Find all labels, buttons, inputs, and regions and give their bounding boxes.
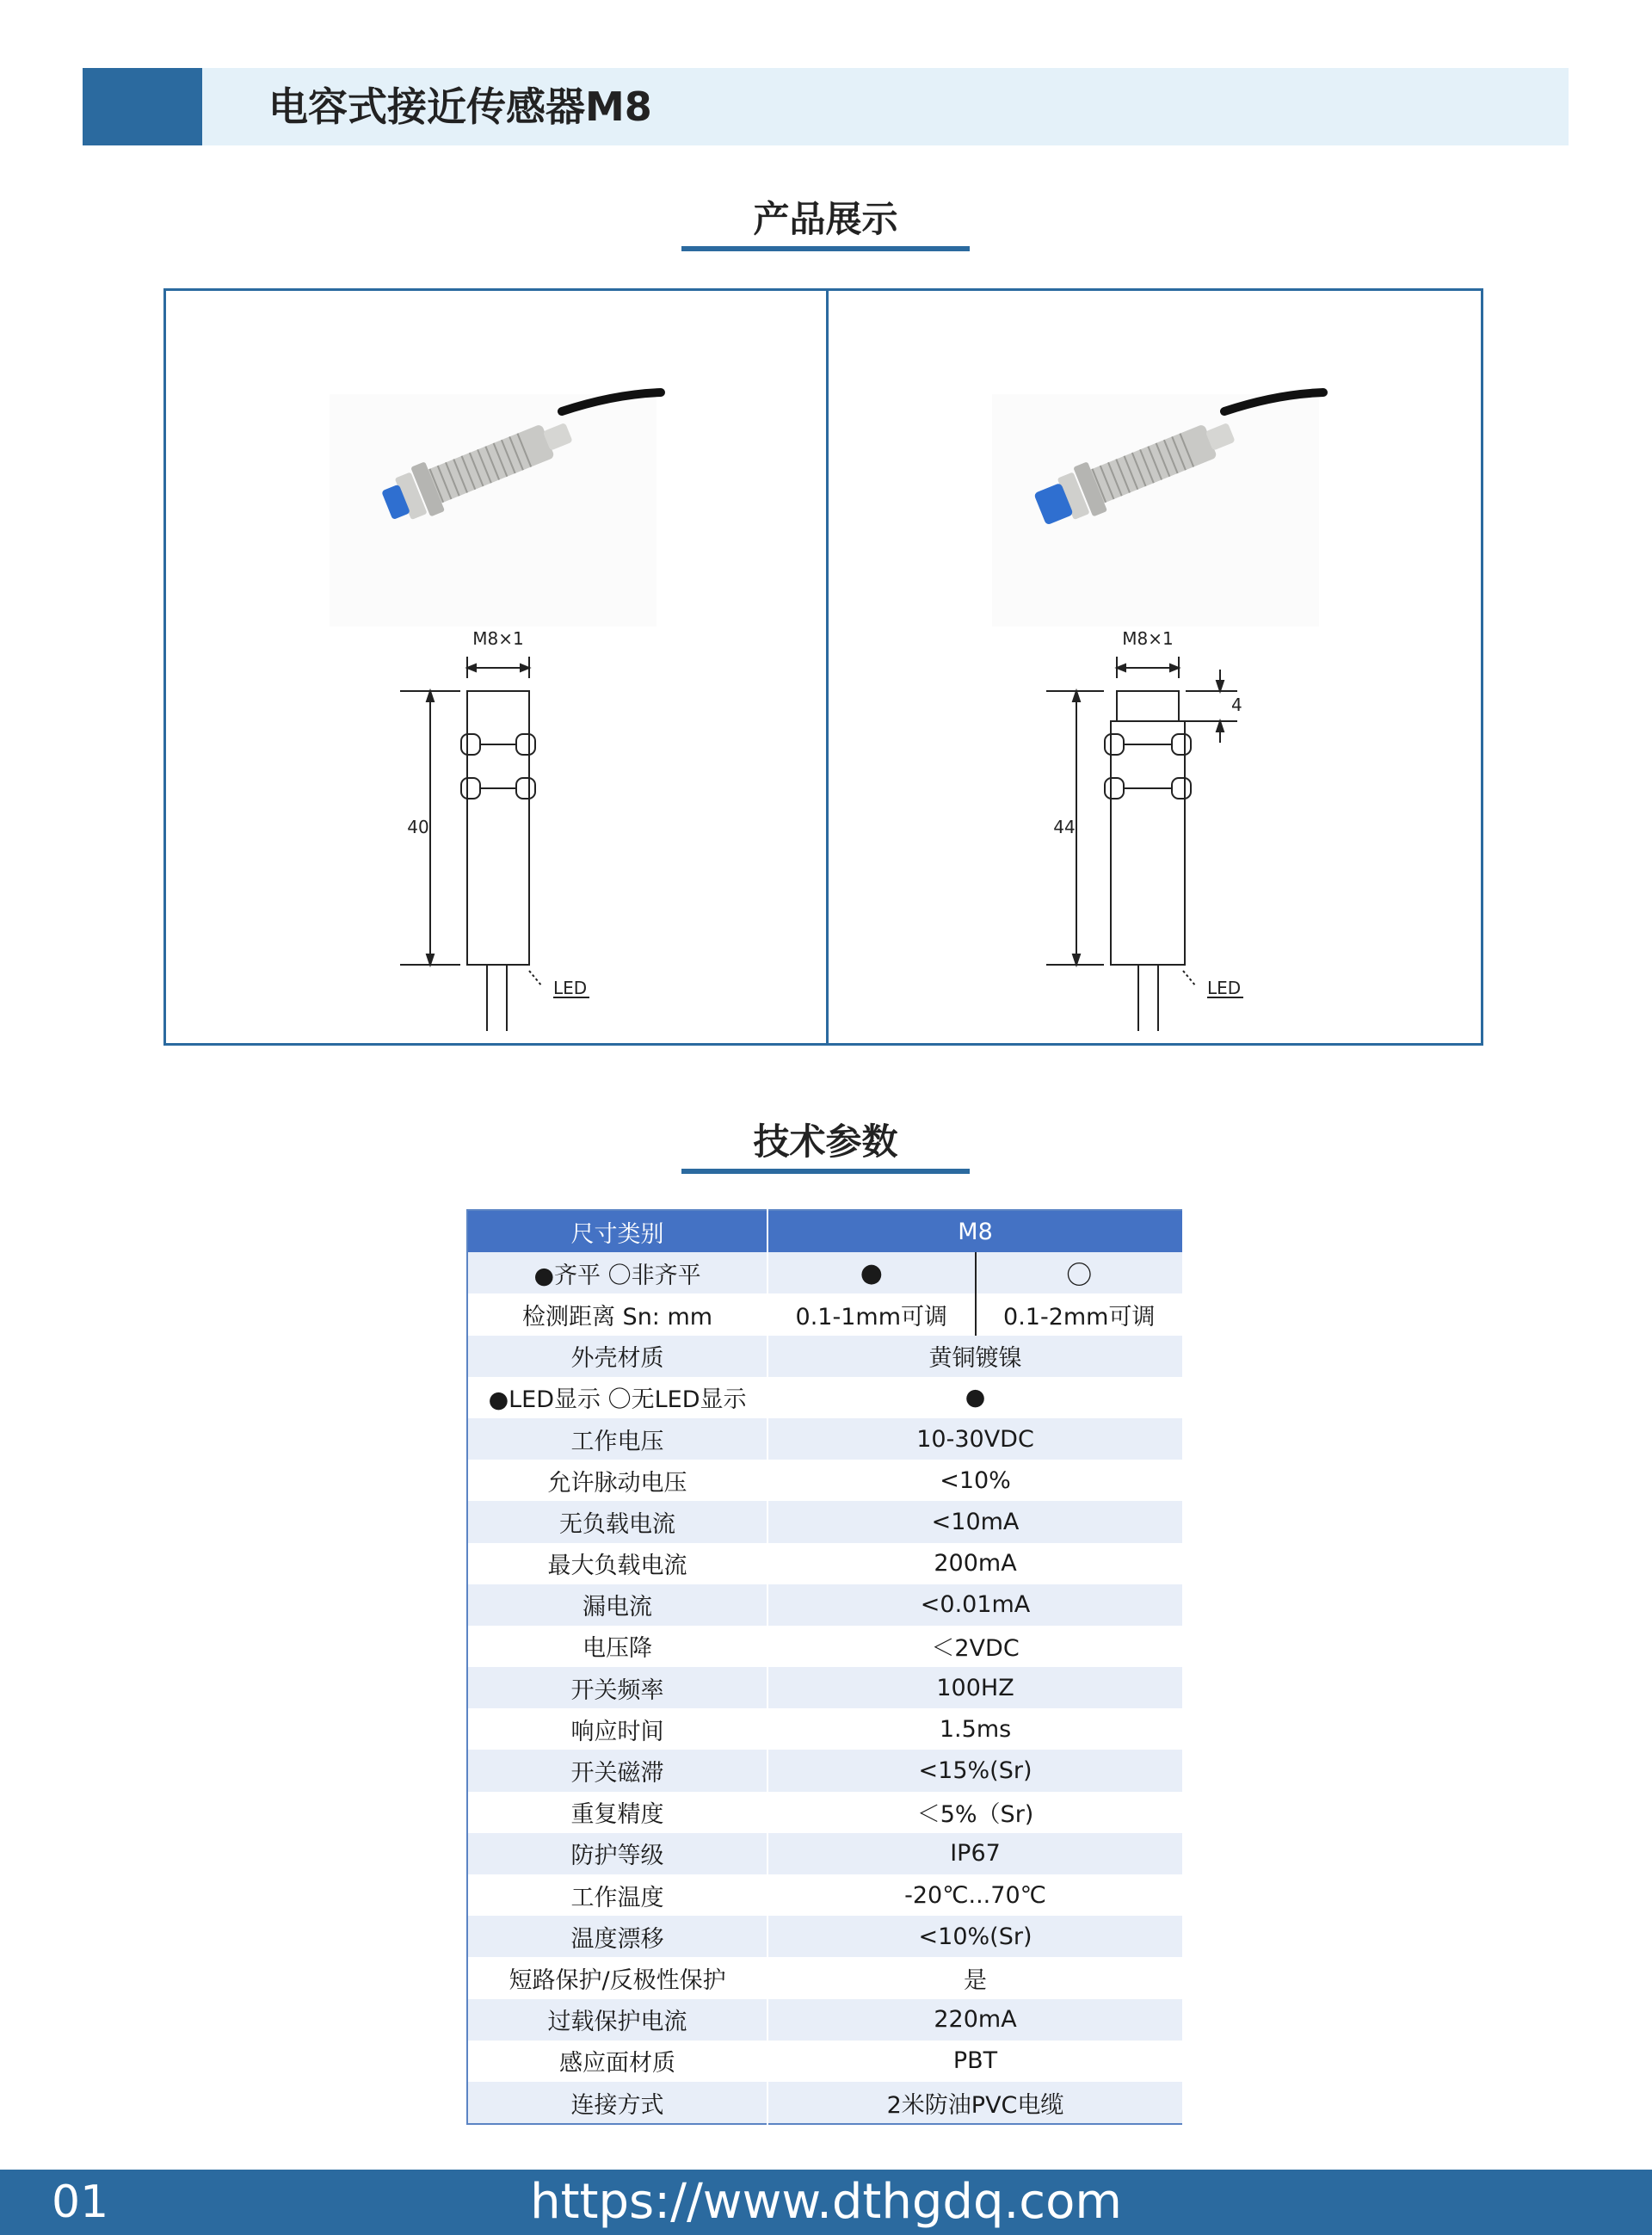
footer-bar xyxy=(0,2170,1652,2235)
spec-label: 重复精度 xyxy=(467,1792,767,1833)
spec-row xyxy=(467,2082,1183,2124)
spec-value: <0.01mA xyxy=(767,1584,1183,1626)
spec-label: 开关频率 xyxy=(467,1667,767,1708)
nonflush-led-label: LED xyxy=(1207,978,1242,998)
spec-value: ＜5%（Sr) xyxy=(767,1792,1183,1833)
spec-row xyxy=(467,1916,1183,1957)
flush-thread-label: M8×1 xyxy=(472,628,524,649)
spec-value: 100HZ xyxy=(767,1667,1183,1708)
spec-row xyxy=(467,2041,1183,2082)
spec-row xyxy=(467,1418,1183,1460)
page-title: 电容式接近传感器M8 xyxy=(268,83,652,130)
spec-row xyxy=(467,1792,1183,1833)
flush-mark xyxy=(767,1252,975,1293)
title-bar xyxy=(83,68,1569,145)
spec-value: -20℃...70℃ xyxy=(767,1874,1183,1916)
spec-label: 漏电流 xyxy=(467,1584,767,1626)
flush-sensor-panel xyxy=(166,291,826,1043)
specs-heading-underline xyxy=(681,1169,970,1174)
nonflush-protrusion-label: 4 xyxy=(1231,695,1242,715)
spec-value: 2米防油PVC电缆 xyxy=(767,2082,1183,2124)
spec-label: 工作温度 xyxy=(467,1874,767,1916)
nonflush-sensor-photo xyxy=(992,392,1323,627)
spec-row xyxy=(467,1667,1183,1708)
nonflush-length-label: 44 xyxy=(1053,817,1076,837)
spec-value: <10% xyxy=(767,1460,1183,1501)
hollow-circle-icon: 〇 xyxy=(1066,1261,1093,1292)
spec-label: 响应时间 xyxy=(467,1708,767,1750)
spec-row xyxy=(467,1833,1183,1874)
nonflush-thread-label: M8×1 xyxy=(1122,628,1174,649)
spec-label: ●LED显示 〇无LED显示 xyxy=(467,1377,767,1418)
spec-row xyxy=(467,1460,1183,1501)
flush-length-label: 40 xyxy=(407,817,429,837)
spec-value: 10-30VDC xyxy=(767,1418,1183,1460)
showcase-heading-underline xyxy=(681,246,970,251)
spec-value: <10mA xyxy=(767,1501,1183,1542)
spec-row xyxy=(467,1584,1183,1626)
page-number: 01 xyxy=(52,2176,109,2228)
spec-label: 开关磁滞 xyxy=(467,1750,767,1791)
spec-label: 工作电压 xyxy=(467,1418,767,1460)
spec-label: 防护等级 xyxy=(467,1833,767,1874)
spec-row xyxy=(467,1957,1183,1998)
flush-led-label: LED xyxy=(553,978,588,998)
spec-row xyxy=(467,1999,1183,2041)
nonflush-sensor-drawing xyxy=(1046,657,1243,1031)
spec-row xyxy=(467,1336,1183,1377)
spec-row xyxy=(467,1750,1183,1791)
nonflush-sensor-panel xyxy=(829,291,1489,1043)
showcase-heading: 产品展示 xyxy=(753,198,898,240)
spec-value: ● xyxy=(767,1377,1183,1418)
specs-heading: 技术参数 xyxy=(753,1121,898,1163)
spec-value: PBT xyxy=(767,2041,1183,2082)
title-accent-block xyxy=(83,68,202,145)
spec-label: 检测距离 Sn: mm xyxy=(467,1293,767,1335)
spec-table xyxy=(466,1209,1184,2125)
spec-row xyxy=(467,1626,1183,1667)
spec-label: 温度漂移 xyxy=(467,1916,767,1957)
spec-label: 最大负载电流 xyxy=(467,1543,767,1584)
spec-row xyxy=(467,1874,1183,1916)
spec-label: 电压降 xyxy=(467,1626,767,1667)
filled-dot-icon: ● xyxy=(860,1257,883,1288)
spec-value-nonflush: 0.1-2mm可调 xyxy=(976,1293,1183,1335)
spec-value: 220mA xyxy=(767,1999,1183,2041)
spec-value: 1.5ms xyxy=(767,1708,1183,1750)
spec-label: ●齐平 〇非齐平 xyxy=(467,1252,767,1293)
spec-value-flush: 0.1-1mm可调 xyxy=(767,1293,975,1335)
flush-sensor-photo xyxy=(330,392,661,627)
spec-value: 是 xyxy=(767,1957,1183,1998)
spec-label: 外壳材质 xyxy=(467,1336,767,1377)
spec-value: ＜2VDC xyxy=(767,1626,1183,1667)
spec-header-value: M8 xyxy=(767,1210,1183,1252)
product-showcase xyxy=(163,288,1483,1046)
spec-value: IP67 xyxy=(767,1833,1183,1874)
spec-label: 短路保护/反极性保护 xyxy=(467,1957,767,1998)
spec-label: 过载保护电流 xyxy=(467,1999,767,2041)
spec-header-label: 尺寸类别 xyxy=(467,1210,767,1252)
spec-row xyxy=(467,1708,1183,1750)
spec-label: 无负载电流 xyxy=(467,1501,767,1542)
spec-row xyxy=(467,1543,1183,1584)
website-link[interactable]: https://www.dthgdq.com xyxy=(530,2174,1122,2230)
spec-table-header-row xyxy=(467,1210,1183,1252)
spec-value: 200mA xyxy=(767,1543,1183,1584)
spec-row-mount xyxy=(467,1252,1183,1293)
flush-sensor-drawing xyxy=(400,657,589,1031)
spec-row-distance xyxy=(467,1293,1183,1335)
spec-row xyxy=(467,1377,1183,1418)
spec-value: <10%(Sr) xyxy=(767,1916,1183,1957)
spec-label: 允许脉动电压 xyxy=(467,1460,767,1501)
spec-row xyxy=(467,1501,1183,1542)
spec-value: <15%(Sr) xyxy=(767,1750,1183,1791)
spec-label: 感应面材质 xyxy=(467,2041,767,2082)
spec-label: 连接方式 xyxy=(467,2082,767,2124)
spec-value: 黄铜镀镍 xyxy=(767,1336,1183,1377)
nonflush-mark xyxy=(976,1252,1183,1293)
